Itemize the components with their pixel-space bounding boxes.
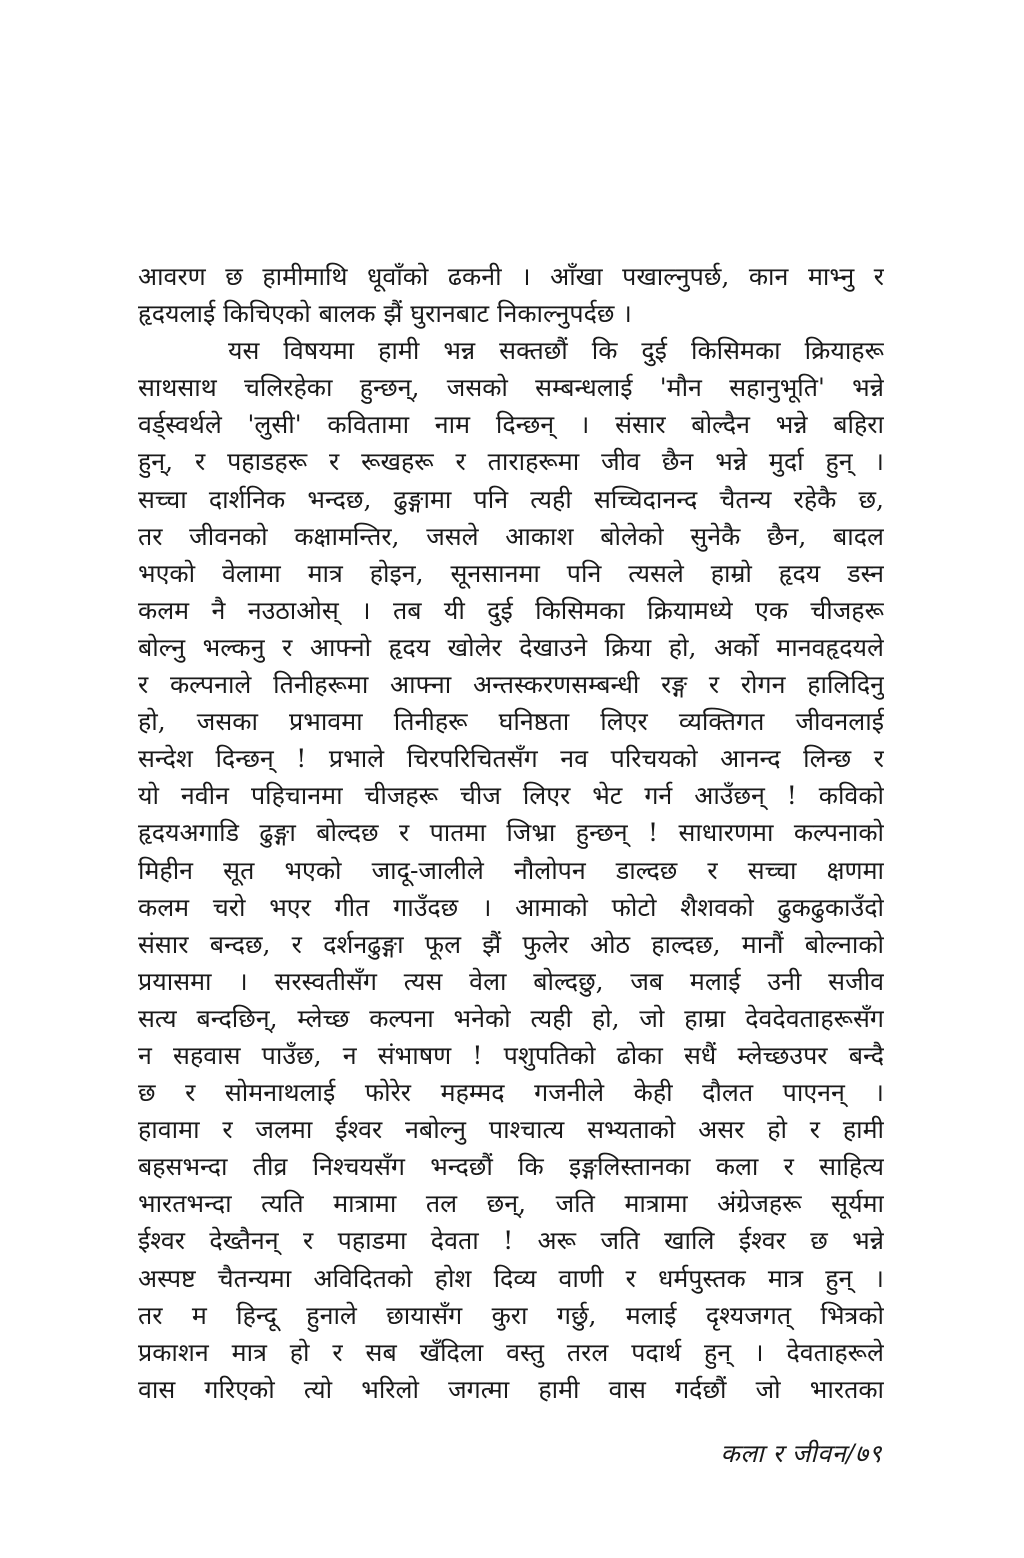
text-line: हुन्, र पहाडहरू र रूखहरू र ताराहरूमा जीव छैन भन्ने मुर्दा हुन् । bbox=[138, 447, 884, 477]
text-line: हावामा र जलमा ईश्वर नबोल्नु पाश्चात्य सभ्यताको असर हो र हामी bbox=[138, 1115, 884, 1145]
text-line: प्रयासमा । सरस्वतीसँग त्यस वेला बोल्दछु, जब मलाई उनी सजीव bbox=[138, 966, 884, 996]
text-line: सत्य बन्दछिन्, म्लेच्छ कल्पना भनेको त्यही हो, जो हाम्रा देवदेवताहरूसँग bbox=[138, 1003, 884, 1033]
text-line: वर्ड्स्वर्थले 'लुसी' कवितामा नाम दिन्छन् । संसार बोल्दैन भन्ने बहिरा bbox=[138, 410, 884, 440]
text-line: तर म हिन्दू हुनाले छायासँग कुरा गर्छु, मलाई दृश्यजगत् भित्रको bbox=[138, 1300, 884, 1330]
text-line: भएको वेलामा मात्र होइन, सूनसानमा पनि त्यसले हाम्रो हृदय डस्न bbox=[138, 558, 884, 588]
text-line: न सहवास पाउँछ, न संभाषण ! पशुपतिको ढोका सधैं म्लेच्छउपर बन्दै bbox=[138, 1040, 884, 1070]
text-line: सन्देश दिन्छन् ! प्रभाले चिरपरिचितसँग नव परिचयको आनन्द लिन्छ र bbox=[138, 744, 884, 774]
text-line: संसार बन्दछ, र दर्शनढुङ्गा फूल झैं फुलेर ओठ हाल्दछ, मानौं बोल्नाको bbox=[138, 929, 884, 959]
text-line: तर जीवनको कक्षामन्तिर, जसले आकाश बोलेको सुनेकै छैन, बादल bbox=[138, 521, 884, 551]
text-line: कलम चरो भएर गीत गाउँदछ । आमाको फोटो शैशवको ढुकढुकाउँदो bbox=[138, 892, 884, 922]
text-line: बोल्नु भल्कनु र आफ्नो हृदय खोलेर देखाउने क्रिया हो, अर्को मानवहृदयले bbox=[138, 632, 884, 662]
text-line: प्रकाशन मात्र हो र सब खँदिला वस्तु तरल पदार्थ हुन् । देवताहरूले bbox=[138, 1337, 884, 1367]
text-line: आवरण छ हामीमाथि धूवाँको ढकनी । आँखा पखाल्नुपर्छ, कान माभ्नु र bbox=[138, 262, 884, 291]
text-line: भारतभन्दा त्यति मात्रामा तल छन्, जति मात्रामा अंग्रेजहरू सूर्यमा bbox=[138, 1189, 884, 1219]
text-line: ईश्वर देख्तैनन् र पहाडमा देवता ! अरू जति खालि ईश्वर छ भन्ने bbox=[138, 1226, 884, 1256]
text-line: अस्पष्ट चैतन्यमा अविदितको होश दिव्य वाणी र धर्मपुस्तक मात्र हुन् । bbox=[138, 1263, 884, 1293]
text-line: कलम नै नउठाओस् । तब यी दुई किसिमका क्रियामध्ये एक चीजहरू bbox=[138, 595, 884, 625]
text-line: छ र सोमनाथलाई फोरेर महम्मद गजनीले केही दौलत पाएनन् । bbox=[138, 1078, 884, 1108]
text-line: वास गरिएको त्यो भरिलो जगत्मा हामी वास गर्दछौं जो भारतका bbox=[138, 1374, 884, 1404]
text-line: सच्चा दार्शनिक भन्दछ, ढुङ्गामा पनि त्यही सच्चिदानन्द चैतन्य रहेकै छ, bbox=[138, 484, 884, 514]
text-line: र कल्पनाले तिनीहरूमा आफ्ना अन्तस्करणसम्बन्धी रङ्ग र रोगन हालिदिनु bbox=[138, 670, 884, 700]
text-line: बहसभन्दा तीव्र निश्चयसँग भन्दछौं कि इङ्गलिस्तानका कला र साहित्य bbox=[138, 1152, 884, 1182]
text-line: मिहीन सूत भएको जादू-जालीले नौलोपन डाल्दछ र सच्चा क्षणमा bbox=[138, 855, 884, 885]
text-line: हृदयअगाडि ढुङ्गा बोल्दछ र पातमा जिभ्रा हुन्छन् ! साधारणमा कल्पनाको bbox=[138, 818, 884, 848]
text-line: साथसाथ चलिरहेका हुन्छन्, जसको सम्बन्धलाई 'मौन सहानुभूति' भन्ने bbox=[138, 373, 884, 403]
text-line: यस विषयमा हामी भन्न सक्तछौं कि दुई किसिमका क्रियाहरू bbox=[228, 336, 884, 366]
text-line: यो नवीन पहिचानमा चीजहरू चीज लिएर भेट गर्न आउँछन् ! कविको bbox=[138, 781, 884, 811]
text-line: हो, जसका प्रभावमा तिनीहरू घनिष्ठता लिएर व्यक्तिगत जीवनलाई bbox=[138, 707, 884, 737]
body-text bbox=[138, 258, 884, 1408]
text-line: हृदयलाई किचिएको बालक झैं घुरानबाट निकाल्नुपर्दछ । bbox=[138, 299, 632, 329]
running-footer: कला र जीवन/७९ bbox=[720, 1439, 882, 1468]
